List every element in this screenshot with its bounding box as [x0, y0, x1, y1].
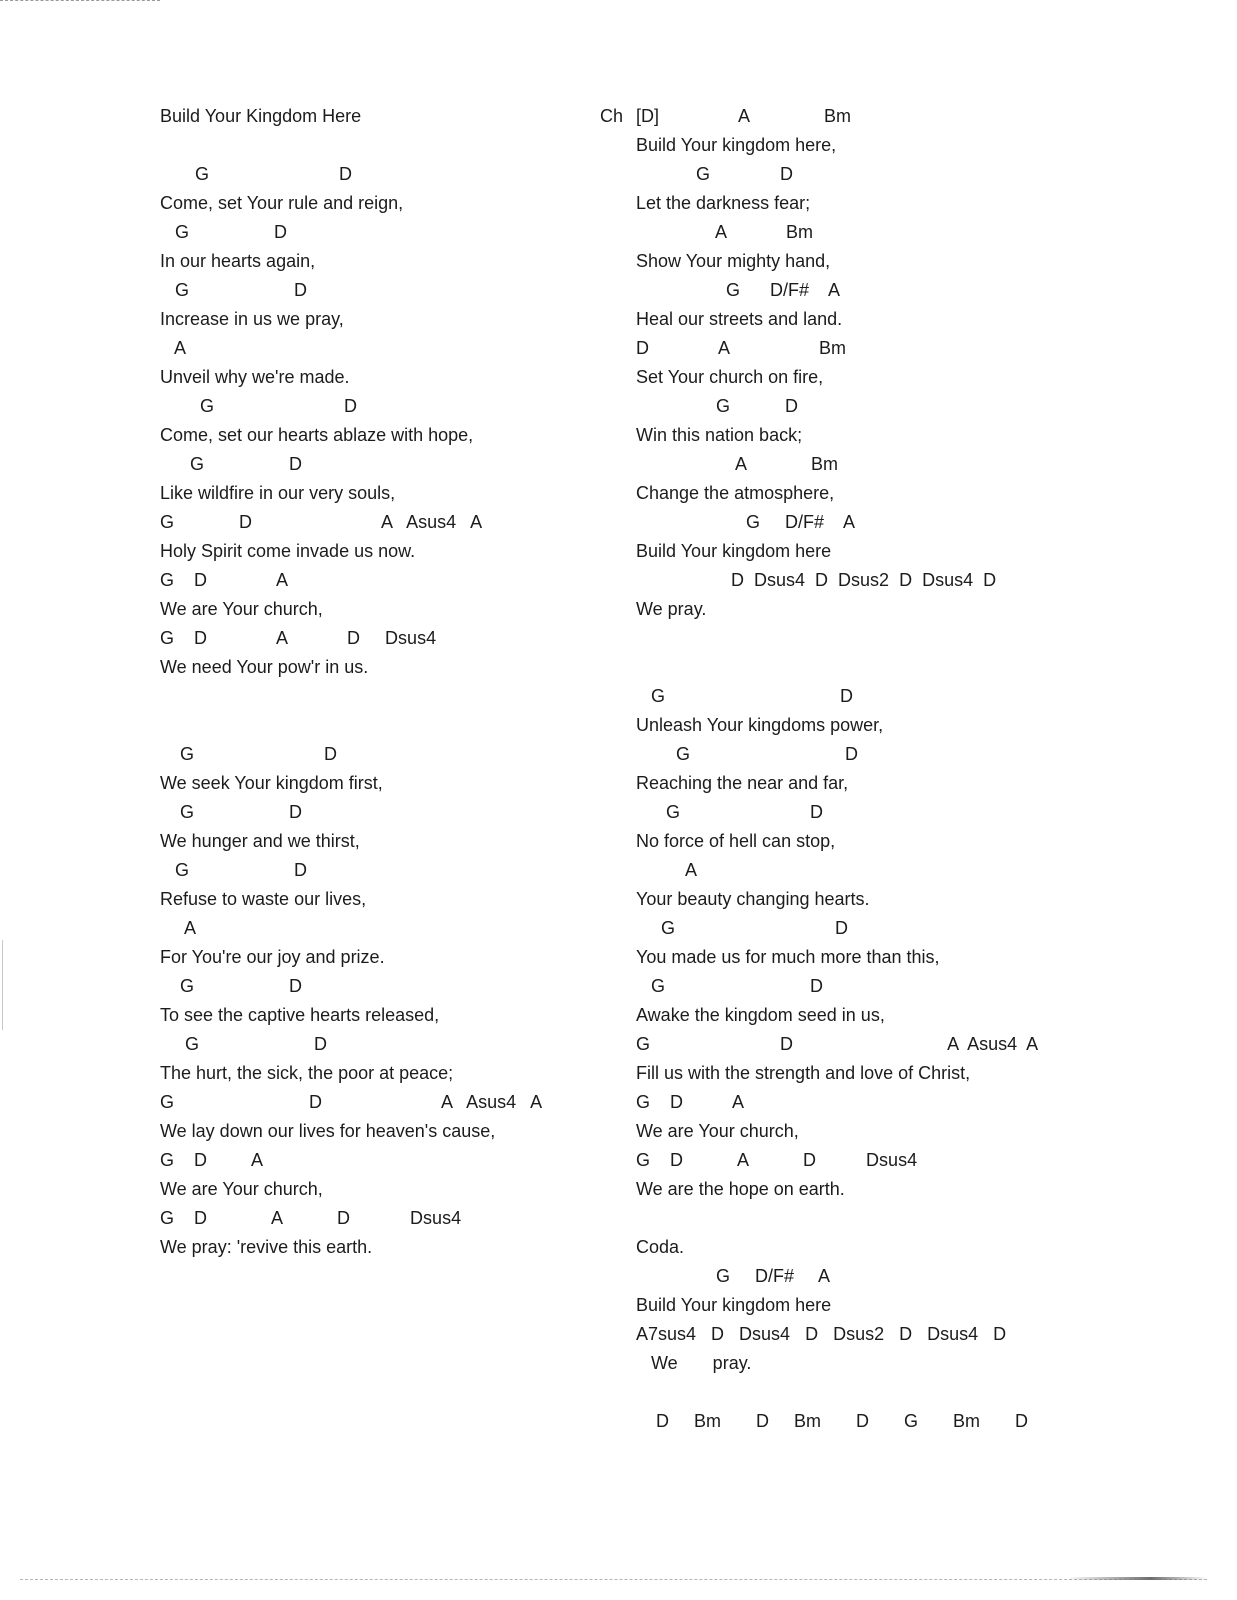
right-line: A	[636, 860, 698, 880]
right-line: Fill us with the strength and love of Christ,	[636, 1063, 971, 1083]
right-line: D Bm D Bm D G Bm D	[636, 1411, 1029, 1431]
right-line: G D	[636, 976, 824, 996]
left-line	[160, 682, 600, 711]
right-line: Heal our streets and land.	[636, 309, 843, 329]
right-line: A7sus4 D Dsus4 D Dsus2 D Dsus4 D	[636, 1324, 1007, 1344]
left-line: We need Your pow'r in us.	[160, 657, 369, 677]
right-line	[636, 1378, 1070, 1407]
left-column	[160, 102, 600, 1262]
left-line: G D	[160, 1034, 328, 1054]
left-line: Come, set our hearts ablaze with hope,	[160, 425, 474, 445]
right-column	[600, 102, 1070, 1436]
right-line: G D	[636, 686, 854, 706]
right-line: We are the hope on earth.	[636, 1179, 845, 1199]
right-line: G D	[636, 164, 794, 184]
right-line: A Bm	[636, 222, 814, 242]
left-line: G D	[160, 860, 308, 880]
right-line: G D	[636, 802, 824, 822]
left-line: Unveil why we're made.	[160, 367, 350, 387]
right-line: G D/F# A	[636, 1266, 831, 1286]
right-line: Coda.	[636, 1237, 685, 1257]
right-line: G D/F# A	[636, 280, 841, 300]
right-line: G D A	[636, 1092, 745, 1112]
right-line	[636, 624, 1070, 653]
left-line: G D	[160, 396, 358, 416]
scan-edge-bottom	[20, 1579, 1207, 1580]
left-line: G D A	[160, 570, 289, 590]
right-line: D A Bm	[636, 338, 847, 358]
right-line: Change the atmosphere,	[636, 483, 835, 503]
song-title: Build Your Kingdom Here	[160, 106, 362, 126]
right-line: Build Your kingdom here	[636, 1295, 832, 1315]
right-line: Awake the kingdom seed in us,	[636, 1005, 885, 1025]
left-line: G D	[160, 280, 308, 300]
right-line: No force of hell can stop,	[636, 831, 836, 851]
left-line: G D	[160, 454, 303, 474]
scan-edge-left	[2, 940, 3, 1030]
left-line: We are Your church,	[160, 599, 323, 619]
left-line: G D	[160, 164, 353, 184]
right-lines	[636, 102, 1070, 1436]
right-line: Set Your church on fire,	[636, 367, 824, 387]
right-line: G D	[636, 396, 799, 416]
right-line: G D/F# A	[636, 512, 856, 532]
left-line: G D A Asus4 A	[160, 1092, 543, 1112]
left-line: We seek Your kingdom first,	[160, 773, 383, 793]
left-line: G D	[160, 222, 288, 242]
left-line: Holy Spirit come invade us now.	[160, 541, 416, 561]
left-line: G D	[160, 976, 303, 996]
right-line	[636, 1204, 1070, 1233]
right-line: Let the darkness fear;	[636, 193, 811, 213]
right-line: Win this nation back;	[636, 425, 803, 445]
right-line: Reaching the near and far,	[636, 773, 849, 793]
right-line: Show Your mighty hand,	[636, 251, 831, 271]
left-line: G D A Asus4 A	[160, 512, 483, 532]
scan-smudge	[1067, 1577, 1207, 1580]
right-line: We are Your church,	[636, 1121, 799, 1141]
right-line: G D A Asus4 A	[636, 1034, 1039, 1054]
right-line	[636, 653, 1070, 682]
left-line: G D	[160, 744, 338, 764]
left-line: A	[160, 338, 187, 358]
left-line: G D	[160, 802, 303, 822]
right-line: You made us for much more than this,	[636, 947, 940, 967]
right-line: G D A D Dsus4	[636, 1150, 918, 1170]
right-line: Unleash Your kingdoms power,	[636, 715, 884, 735]
left-line: For You're our joy and prize.	[160, 947, 385, 967]
right-line: We pray.	[636, 599, 707, 619]
left-line: Come, set Your rule and reign,	[160, 193, 404, 213]
left-line: Increase in us we pray,	[160, 309, 344, 329]
left-line: The hurt, the sick, the poor at peace;	[160, 1063, 454, 1083]
left-line: We hunger and we thirst,	[160, 831, 360, 851]
right-line: [D] A Bm	[636, 106, 852, 126]
right-line: G D	[636, 744, 859, 764]
scan-edge-top	[0, 0, 160, 1]
left-line: We lay down our lives for heaven's cause,	[160, 1121, 496, 1141]
left-line: G D A	[160, 1150, 264, 1170]
right-line: We pray.	[636, 1353, 752, 1373]
left-line: A	[160, 918, 197, 938]
chorus-label: Ch	[600, 106, 624, 126]
right-line: D Dsus4 D Dsus2 D Dsus4 D	[636, 570, 997, 590]
right-line: A Bm	[636, 454, 839, 474]
left-line: We pray: 'revive this earth.	[160, 1237, 373, 1257]
left-line: Like wildfire in our very souls,	[160, 483, 396, 503]
left-line: We are Your church,	[160, 1179, 323, 1199]
left-line	[160, 711, 600, 740]
right-line: Build Your kingdom here	[636, 541, 832, 561]
left-line: G D A D Dsus4	[160, 628, 437, 648]
left-line: To see the captive hearts released,	[160, 1005, 440, 1025]
left-line: Refuse to waste our lives,	[160, 889, 367, 909]
right-line: Your beauty changing hearts.	[636, 889, 870, 909]
left-line: In our hearts again,	[160, 251, 316, 271]
right-line: Build Your kingdom here,	[636, 135, 837, 155]
right-line: G D	[636, 918, 849, 938]
left-line: G D A D Dsus4	[160, 1208, 462, 1228]
left-lines	[160, 160, 600, 1262]
